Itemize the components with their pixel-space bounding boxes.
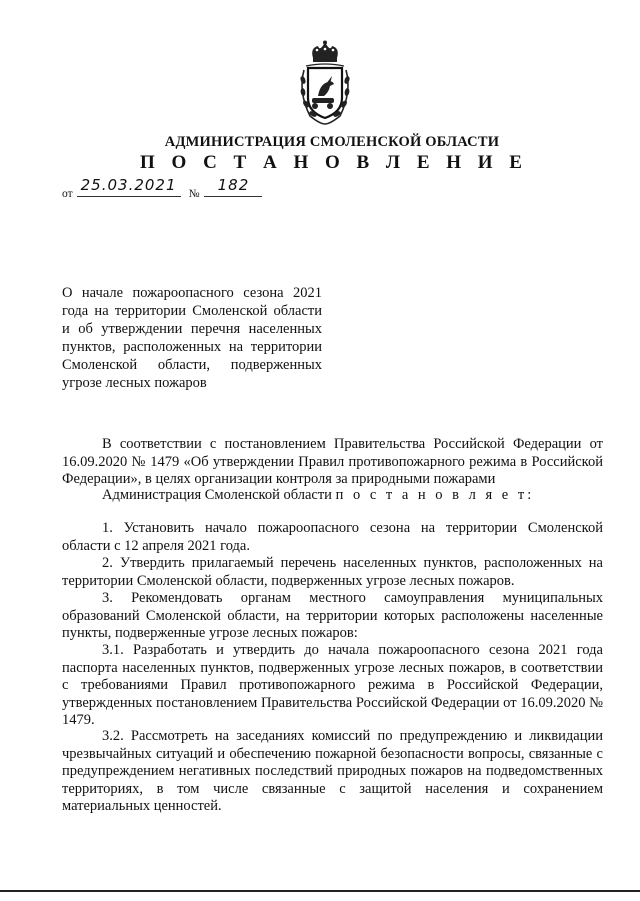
date-field xyxy=(77,176,181,197)
number-value: 182 xyxy=(217,176,250,194)
date-value: 25.03.2021 xyxy=(80,176,177,194)
resolution-intro xyxy=(62,487,603,505)
item-3-2: 3.2. Рассмотреть на заседаниях комиссий по предупреждению и ликвидации чрезвычайных ситуаций и обеспечению пожарной безопасности вопросы, связанные с предупреждением негативных последствий природных пожаров на подведомственных территориях, в том числе связанные с защитой населения и сохранением материальных ценностей. xyxy=(62,728,603,814)
preamble-paragraph: В соответствии с постановлением Правительства Российской Федерации от 16.09.2020 № 1479 «Об утверждении Правил противопожарного режима в Российской Федерации», в целях организации контроля за природными пожарами xyxy=(62,436,603,487)
resolution-intro-verb: п о с т а н о в л я е т: xyxy=(335,487,535,503)
resolution-intro-prefix: Администрация Смоленской области xyxy=(102,487,332,503)
item-1: 1. Установить начало пожароопасного сезона на территории Смоленской области с 12 апреля 2021 года. xyxy=(62,520,603,554)
document-type-title: П О С Т А Н О В Л Е Н И Е xyxy=(140,152,528,173)
item-3: 3. Рекомендовать органам местного самоуправления муниципальных образований Смоленской области, на территории которых расположены населенные пункты, подверженные угрозе лесных пожаров: xyxy=(62,590,603,641)
organization-title: АДМИНИСТРАЦИЯ СМОЛЕНСКОЙ ОБЛАСТИ xyxy=(164,134,500,150)
date-number-line xyxy=(62,176,262,200)
number-field xyxy=(204,176,262,197)
document-subject: О начале пожароопасного сезона 2021 года на территории Смоленской области и об утверждении перечня населенных пунктов, расположенных на территории Смоленской области, подверженных угрозе лесных пожаров xyxy=(62,285,322,391)
coat-of-arms-emblem xyxy=(296,40,354,126)
date-prefix: от xyxy=(62,188,73,200)
item-3-1: 3.1. Разработать и утвердить до начала пожароопасного сезона 2021 года паспорта населенных пунктов, подверженных угрозе лесных пожаров, в соответствии с требованиями Правил противопожарного режима в Российской Федерации, утвержденных постановлением Правительства Российской Федерации от 16.09.2020 № 1479. xyxy=(62,642,603,728)
item-2: 2. Утвердить прилагаемый перечень населенных пунктов, расположенных на территории Смоленской области, подверженных угрозе лесных пожаров. xyxy=(62,555,603,589)
bottom-divider xyxy=(0,890,640,892)
number-prefix: № xyxy=(188,188,200,200)
